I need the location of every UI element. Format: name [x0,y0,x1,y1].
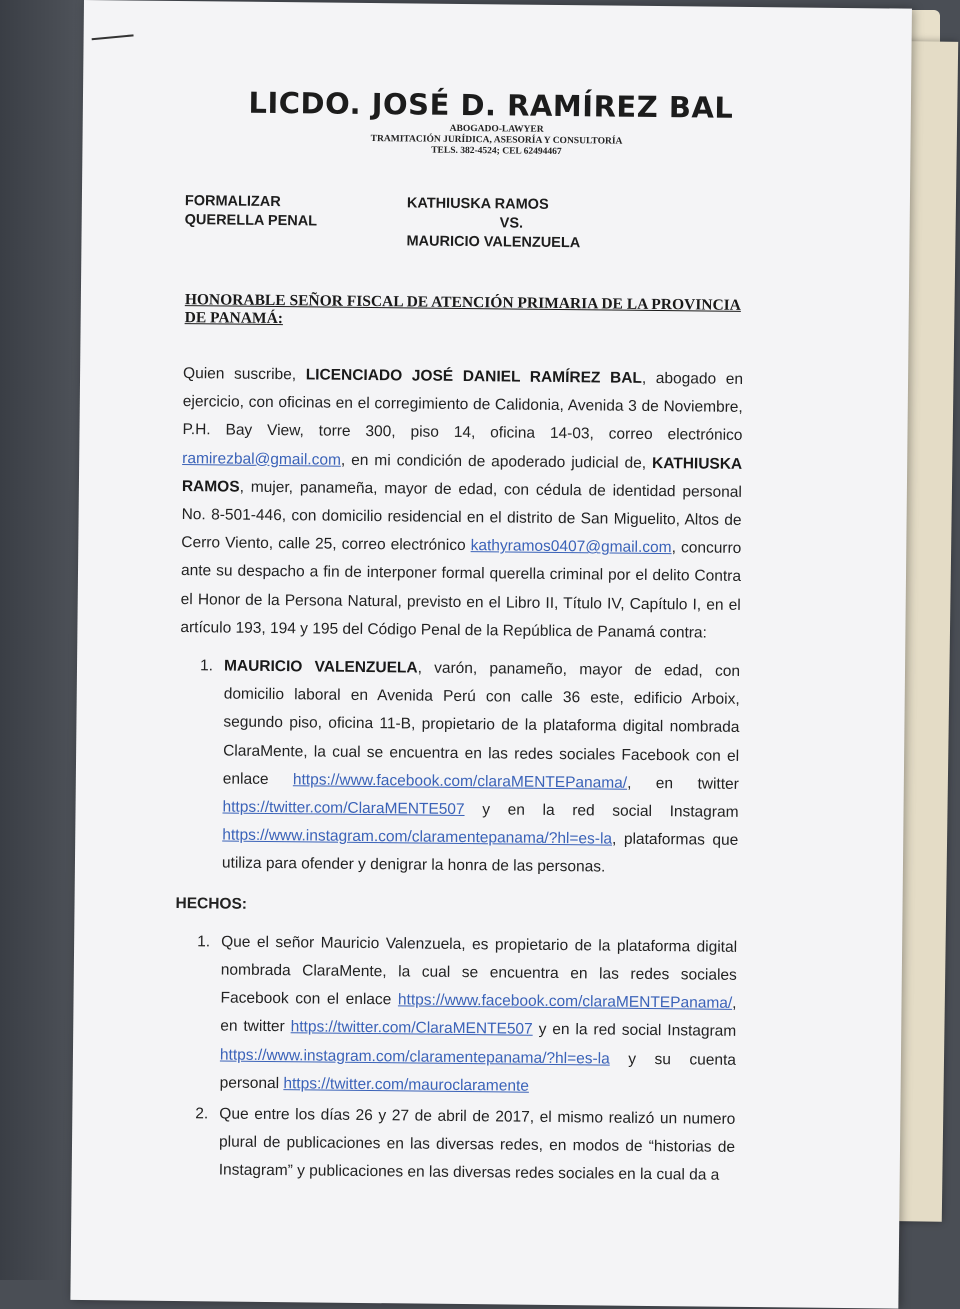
list-number: 2. [195,1105,209,1123]
defendant-bold-name: MAURICIO VALENZUELA [223,657,418,677]
plaintiff-name: KATHIUSKA RAMOS [406,195,549,213]
case-parties [406,194,580,253]
lawyer-title: ABOGADO-LAWYER [449,123,544,135]
instagram-link[interactable]: https://www.instagram.com/claramentepanama/?hl=es-la [222,826,613,848]
intro-text: , mujer, panameña, mayor de edad, con cédula de identidad personal No. 8-501-446, con domicilio residencial en el distrito de San Miguelito, Altos de Cerro Viento, calle 25, correo electrónico [181,478,742,555]
fact-text: Que entre los días 26 y 27 de abril de 2017, el mismo realizó un numero plural de publicaciones en las diversas redes, en modos de “historias de Instagram” y publicaciones en las diversas redes sociales en la cual da a [218,1105,736,1185]
intro-paragraph [180,360,743,648]
defendant-name: MAURICIO VALENZUELA [406,233,581,252]
addressee-heading: HONORABLE SEÑOR FISCAL DE ATENCIÓN PRIMARIA DE LA PROVINCIA DE PANAMÁ: [184,291,742,328]
intro-text: , concurro ante su despacho a fin de interponer formal querella criminal por el delito Contra el Honor de la Persona Natural, previsto en el Libro II, Título IV, Capítulo I, en el artículo 193, 194 y 195 del Código Penal de la República de Panamá contra: [180,539,742,642]
document-body [175,360,744,1194]
party-text: , en twitter [627,774,739,793]
list-number: 1. [199,657,214,675]
twitter-link[interactable]: https://twitter.com/ClaraMENTE507 [222,798,465,819]
intro-text: Quien suscribe, [183,365,306,384]
party-text: y en la red social Instagram [464,801,739,821]
defendant-list [178,652,740,883]
lawyer-phones: TELS. 382-4524; CEL 62494467 [431,145,562,158]
list-item [175,1100,736,1190]
lawyer-name: LICDO. JOSÉ D. RAMÍREZ BAL [248,85,734,125]
fact-text: y en la red social Instagram [532,1021,737,1041]
intro-text: , en mi condición de apoderado judicial de, [340,451,653,472]
pen-mark [92,34,134,40]
letterhead [82,84,911,162]
facebook-link[interactable]: https://www.facebook.com/claraMENTEPanama/ [292,771,628,792]
document-page [70,0,912,1309]
personal-twitter-link[interactable]: https://twitter.com/mauroclaramente [283,1075,530,1095]
intro-text: , abogado en ejercicio, con oficinas en el corregimiento de Calidonia, Avenida 3 de Noviembre, P.H. Bay View, torre 300, piso 14, oficina 14-03, correo electrónico [182,369,744,445]
fact-text: , en twitter [220,995,737,1036]
facebook-link[interactable]: https://www.facebook.com/claraMENTEPanama/ [397,991,733,1013]
lawyer-email-link[interactable]: ramirezbal@gmail.com [182,449,342,469]
case-type [185,192,318,231]
party-text: , varón, panameño, mayor de edad, con domicilio laboral en Avenida Perú con calle 36 este, edificio Arboix, segundo piso, oficina 11-B, propietario de la plataforma digital nombrada ClaraMente, la cual se encuentra en las redes sociales Facebook con el enlace [222,659,741,789]
lawyer-full-name: LICENCIADO JOSÉ DANIEL RAMÍREZ BAL [305,366,643,387]
list-number: 1. [197,933,211,951]
case-type-line-1: FORMALIZAR [184,193,281,211]
twitter-link[interactable]: https://twitter.com/ClaraMENTE507 [290,1018,533,1039]
facts-heading: HECHOS: [175,894,248,913]
list-item [178,652,740,883]
instagram-link[interactable]: https://www.instagram.com/claramentepanama/?hl=es-la [219,1046,610,1068]
fact-text: Que el señor Mauricio Valenzuela, es propietario de la plataforma digital nombrada ClaraMente, la cual se encuentra en las redes sociales Facebook con el enlace [220,933,738,1009]
case-type-line-2: QUERELLA PENAL [184,212,318,230]
fact-text: y su cuenta personal [219,1050,737,1093]
lawyer-services: TRAMITACIÓN JURÍDICA, ASESORÍA Y CONSULTORÍA [370,134,623,147]
client-email-link[interactable]: kathyramos0407@gmail.com [470,537,672,557]
facts-list [175,928,738,1191]
party-text: , plataformas que utiliza para ofender y denigrar la honra de las personas. [221,830,739,876]
list-item [176,928,738,1103]
versus-label: VS. [499,215,524,232]
client-name: KATHIUSKA RAMOS [181,454,743,496]
